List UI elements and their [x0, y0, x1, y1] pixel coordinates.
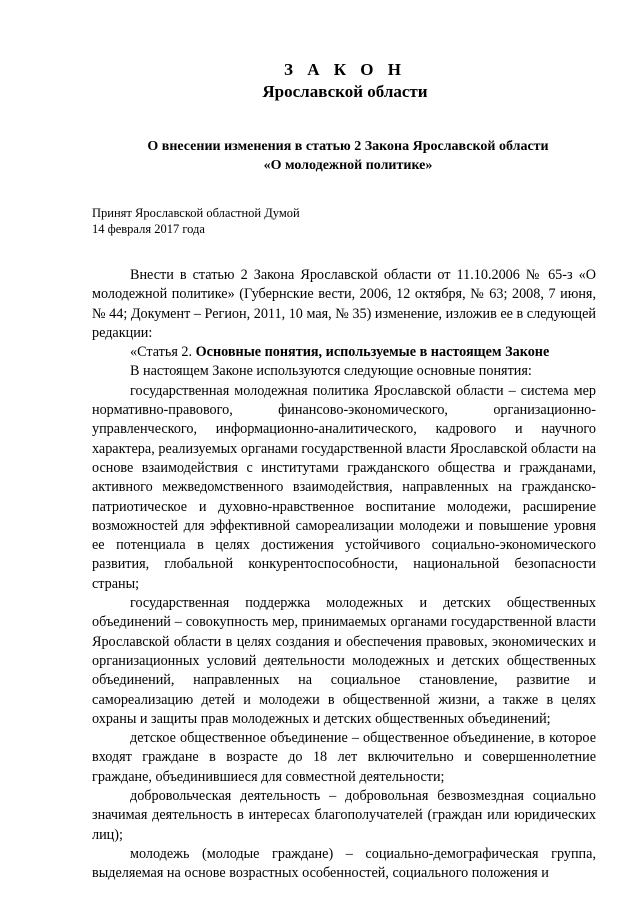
article-heading: [92, 343, 596, 362]
subtitle-line-1: О внесении изменения в статью 2 Закона Ярославской области: [147, 139, 549, 154]
adoption-date: 14 февраля 2017 года: [92, 222, 205, 236]
definition-youth-policy: государственная молодежная политика Ярославской области – система мер нормативно-правового, финансово-экономического, организационно-управленческого, информационно-аналитического, кадрового и научного характера, реализуемых органами государственной власти Ярославской области на основе взаимодействия с институтами гражданского общества и гражданами, активного межведомственного взаимодействия, направленных на гражданско-патриотическое и духовно-нравственное воспитание молодежи, расширение возможностей для эффективной самореализации молодежи и повышение уровня ее потенциала в целях достижения устойчивого социально-экономического развития, глобальной конкурентоспособности, национальной безопасности страны;: [92, 382, 596, 592]
law-region: Ярославской области: [262, 82, 428, 101]
definitions-intro: В настоящем Законе используются следующие основные понятия:: [130, 363, 532, 380]
law-subtitle: [108, 137, 588, 175]
adoption-line-1: Принят Ярославской областной Думой: [92, 206, 300, 220]
definition-volunteer-activity: добровольческая деятельность – добровольная безвозмездная социально значимая деятельность в интересах благополучателей (граждан или юридических лиц);: [92, 788, 596, 843]
definition-state-support: государственная поддержка молодежных и детских общественных объединений – совокупность мер, принимаемых органами государственной власти Ярославской области в целях создания и обеспечения правовых, экономических и организационных условий деятельности молодежных и детских общественных объединений, направленных на социальное становление, развитие и самореализацию детей и молодежи в общественной жизни, а также в целях охраны и защиты прав молодежных и детских общественных объединений;: [92, 595, 596, 727]
adoption-note: [92, 205, 300, 237]
law-title: З А К О Н: [283, 60, 407, 79]
intro-paragraph: Внести в статью 2 Закона Ярославской области от 11.10.2006 № 65-з «О молодежной политике» (Губернские вести, 2006, 12 октября, № 63; 2008, 7 июня, № 44; Документ – Регион, 2011, 10 мая, № 35) изменение, изложив ее в следующей редакции:: [92, 267, 596, 341]
definition-youth: молодежь (молодые граждане) – социально-демографическая группа, выделяемая на основе возрастных особенностей, социального положения и: [92, 845, 596, 882]
article-title: Основные понятия, используемые в настоящем Законе: [195, 344, 550, 361]
law-body: [92, 266, 596, 884]
subtitle-line-2: «О молодежной политике»: [263, 158, 433, 173]
definition-childrens-association: детское общественное объединение – общественное объединение, в которое входят граждане в возрасте до 18 лет включительно и совершеннолетние граждане, объединившиеся для совместной деятельности;: [92, 730, 596, 785]
article-prefix: «Статья 2.: [130, 344, 196, 361]
